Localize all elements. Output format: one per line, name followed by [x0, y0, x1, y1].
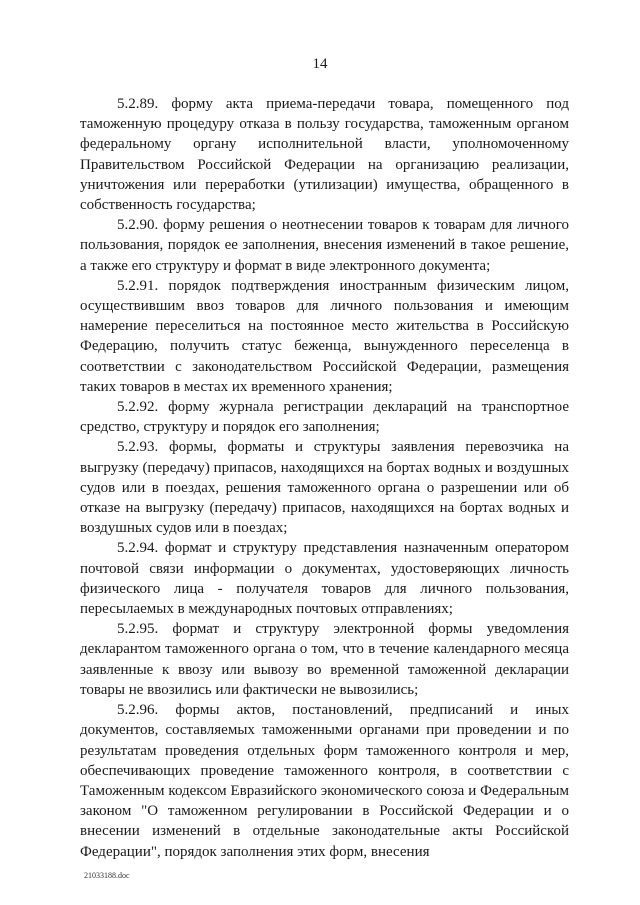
- document-body: [80, 94, 569, 862]
- paragraph-5-2-95: 5.2.95. формат и структуру электронной формы уведомления декларантом таможенного органа о том, что в течение календарного месяца заявленные к ввозу или вывозу во временной таможенной декларации товары не ввозились или фактически не вывозились;: [80, 621, 569, 698]
- paragraph-5-2-92: 5.2.92. форму журнала регистрации деклараций на транспортное средство, структуру и порядок его заполнения;: [80, 399, 569, 436]
- paragraph-5-2-93: 5.2.93. формы, форматы и структуры заявления перевозчика на выгрузку (передачу) припасов, находящихся на бортах водных и воздушных судов или в поездах, решения таможенного органа о разрешении или об отказе на выгрузку (передачу) припасов, находящихся на бортах водных и воздушных судов или в поездах;: [80, 439, 569, 537]
- paragraph-5-2-89: 5.2.89. форму акта приема-передачи товара, помещенного под таможенную процедуру отказа в пользу государства, таможенным органом федеральному органу исполнительной власти, уполномоченному Правительством Российской Федерации на организацию реализации, уничтожения или переработки (утилизации) имущества, обращенного в собственность государства;: [80, 96, 569, 214]
- paragraph-5-2-94: 5.2.94. формат и структуру представления назначенным оператором почтовой связи информации о документах, удостоверяющих личность физического лица - получателя товаров для личного пользования, пересылаемых в международных почтовых отправлениях;: [80, 540, 569, 618]
- page-number: 14: [312, 56, 328, 72]
- paragraph-5-2-96: 5.2.96. формы актов, постановлений, предписаний и иных документов, составляемых таможенными органами при проведении и по результатам проведения отдельных форм таможенного контроля и мер, обеспечивающих проведение таможенного контроля, в соответствии с Таможенным кодексом Евразийского экономического союза и Федеральным законом "О таможенном регулировании в Российской Федерации и о внесении изменений в отдельные законодательные акты Российской Федерации", порядок заполнения этих форм, внесения: [80, 702, 569, 860]
- paragraph-5-2-91: 5.2.91. порядок подтверждения иностранным физическим лицом, осуществившим ввоз товаров для личного пользования и имеющим намерение переселиться на постоянное место жительства в Российскую Федерацию, получить статус беженца, вынужденного переселенца в соответствии с законодательством Российской Федерации, размещения таких товаров в местах их временного хранения;: [80, 277, 569, 395]
- document-filename-footer: 21033188.doc: [84, 871, 130, 880]
- paragraph-5-2-90: 5.2.90. форму решения о неотнесении товаров к товарам для личного пользования, порядок ее заполнения, внесения изменений в такое решение, а также его структуру и формат в виде электронного документа;: [80, 217, 569, 274]
